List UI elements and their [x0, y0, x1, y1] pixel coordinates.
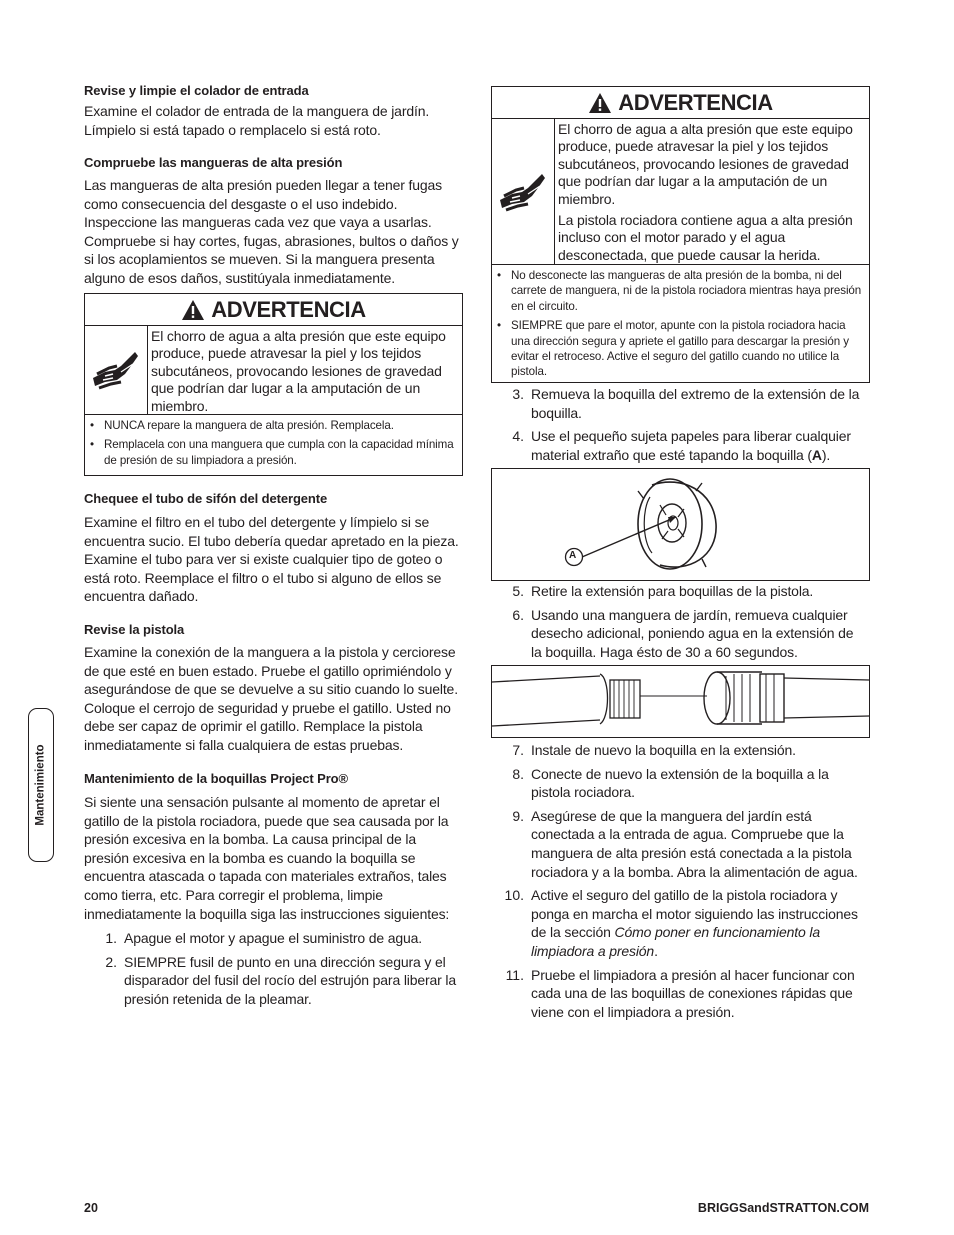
- steps-list-right-a: [491, 385, 866, 469]
- paragraph-check-gun: Examine la conexión de la manguera a la pistola y cerciorese de que esté en buen estado. Pruebe el gatillo oprimiéndolo y asegurándose de que se devuelve a su sitio cuando lo suelte. Coloque el cerrojo de seguridad y pruebe el gatillo. Usted no debe ser capaz de oprimir el gatillo. Remplace la pistola inmediatamente si falla cualquiera de estas pruebas.: [84, 644, 458, 753]
- injection-hazard-icon: [492, 119, 555, 264]
- figure-callout-a: A: [569, 550, 577, 561]
- paragraph-nozzle-maintenance: Si siente una sensación pulsante al momento de apretar el gatillo de la pistola rociadora, puede que sea causada por la presión excesiva en la bomba. La causa principal de la presión excesiva en la bomba es cuando la boquilla se encuentra atascada o tapada con materiales extraños, tales como tierra, etc. Para corregir el problema, limpie inmediatamente la boquilla siga las instrucciones siguientes:: [84, 794, 450, 922]
- list-item: 3. Remueva la boquilla del extremo de la extensión de la boquilla.: [512, 386, 860, 421]
- heading-nozzle-maintenance: Mantenimiento de la boquillas Project Pro®: [84, 771, 348, 786]
- warning-header: [492, 87, 869, 119]
- warning-box-gun: [491, 86, 870, 383]
- list-item: 2. SIEMPRE fusil de punto en una dirección segura y el disparador del fusil del rocío del estrujón para liberar la presión retenida de la pleamar.: [105, 953, 457, 1007]
- warning-text-2: La pistola rociadora contiene agua a alta presión incluso con el motor parado y el agua desconectada, que puede causar la herida.: [558, 212, 853, 263]
- paragraph-detergent-siphon: Examine el filtro en el tubo del detergente y límpielo si se encuentra sucio. El tubo debería quedar apretado en la pieza. Examine el tubo para ver si existe cualquier tipo de goteo o está roto. Reemplace el filtro o el tubo si alguno de ellos se encuentra dañado.: [84, 514, 459, 605]
- list-item: 7. Instale de nuevo la boquilla en la extensión.: [512, 742, 796, 758]
- warning-box-hoses: [84, 293, 463, 476]
- warning-triangle-icon: [181, 299, 205, 321]
- list-item: 1. Apague el motor y apague el suministro de agua.: [105, 930, 423, 946]
- warning-text: El chorro de agua a alta presión que este equipo produce, puede atravesar la piel y los tejidos subcutáneos, provocando lesiones de gravedad que podrían dar lugar a la amputación de un miembro.: [151, 328, 446, 414]
- warning-text-cell: [555, 119, 869, 264]
- list-item: 5. Retire la extensión para boquillas de la pistola.: [512, 583, 814, 599]
- list-item: 6. Usando una manguera de jardín, remueva cualquier desecho adicional, poniendo agua en la extensión de la boquilla. Haga ésto de 30 a 60 segundos.: [512, 606, 854, 660]
- side-tab-label: Mantenimiento: [35, 744, 48, 826]
- warning-title: ADVERTENCIA: [211, 296, 366, 322]
- warning-bullet: • No desconecte las mangueras de alta presión de la bomba, ni del carrete de manguera, ni de la pistola rociadora mientras haya presión en el circuito.: [497, 269, 862, 313]
- paragraph-inlet-screen: Examine el colador de entrada de la manguera de jardín. Límpielo si está tapado o remplacelo si está roto.: [84, 103, 430, 138]
- injection-hazard-icon: [85, 326, 148, 414]
- section-side-tab: [28, 708, 54, 862]
- list-item: 9. Asegúrese de que la manguera del jardín está conectada a la entrada de agua. Compruebe que la manguera de alta presión está conectada a la pistola rociadora y a la bomba. Abra la alimentación de agua.: [512, 807, 858, 880]
- heading-check-gun: Revise la pistola: [84, 622, 185, 637]
- steps-list-left: [84, 929, 464, 1013]
- list-item: 4. Use el pequeño sujeta papeles para liberar cualquier material extraño que esté tapando la boquilla (A).: [512, 428, 851, 463]
- warning-bullet: • SIEMPRE que pare el motor, apunte con la pistola rociadora hacia una dirección segura y apriete el gatillo para descargar la presión y evitar el retroceso. Active el seguro del gatillo cuando no utilice la pistola.: [497, 319, 849, 379]
- figure-coupler: [491, 665, 870, 738]
- warning-bullet: • NUNCA repare la manguera de alta presión. Remplacela.: [90, 419, 394, 432]
- heading-detergent-siphon: Chequee el tubo de sifón del detergente: [84, 491, 328, 506]
- page-number: 20: [84, 1201, 98, 1215]
- warning-body-row: [85, 326, 462, 415]
- steps-list-right-c: [491, 741, 866, 1026]
- list-item: 10. Active el seguro del gatillo de la pistola rociadora y ponga en marcha el motor siguiendo las instrucciones de la sección Cómo poner en funcionamiento la limpiadora a presión.: [504, 887, 858, 959]
- warning-triangle-icon: [588, 92, 612, 114]
- paragraph-high-pressure-hoses: Las mangueras de alta presión pueden llegar a tener fugas como consecuencia del desgaste o el uso indebido. Inspeccione las mangueras cada vez que vaya a usarlas. Compruebe si hay cortes, fugas, abrasiones, bultos o daños y si los acoplamientos se mueven. Si la manguera presenta alguno de esos daños, sustitúyala inmediatamente.: [84, 177, 459, 286]
- warning-text: El chorro de agua a alta presión que este equipo produce, puede atravesar la piel y los tejidos subcutáneos, provocando lesiones de gravedad que podrían dar lugar a la amputación de un miembro.: [558, 121, 853, 207]
- coupler-illustration: [492, 666, 869, 737]
- figure-nozzle: [491, 468, 870, 581]
- footer-website: BRIGGSandSTRATTON.COM: [697, 1201, 869, 1215]
- nozzle-illustration: [492, 469, 869, 580]
- warning-bullets: [85, 415, 462, 474]
- list-item: 8. Conecte de nuevo la extensión de la boquilla a la pistola rociadora.: [512, 765, 829, 801]
- warning-title: ADVERTENCIA: [618, 89, 773, 115]
- warning-header: [85, 294, 462, 326]
- heading-high-pressure-hoses: Compruebe las mangueras de alta presión: [84, 155, 343, 170]
- warning-body-row: [492, 119, 869, 265]
- warning-bullet: • Remplacela con una manguera que cumpla con la capacidad mínima de presión de su limpiadora a presión.: [90, 438, 454, 467]
- list-item: 11. Pruebe el limpiadora a presión al hacer funcionar con cada una de las boquillas de conexiones rápidas que viene con el limpiadora a presión.: [505, 966, 855, 1020]
- warning-bullets: [492, 265, 869, 386]
- steps-list-right-b: [491, 582, 866, 666]
- warning-text-cell: [148, 326, 462, 414]
- heading-inlet-screen: Revise y limpie el colador de entrada: [84, 83, 309, 98]
